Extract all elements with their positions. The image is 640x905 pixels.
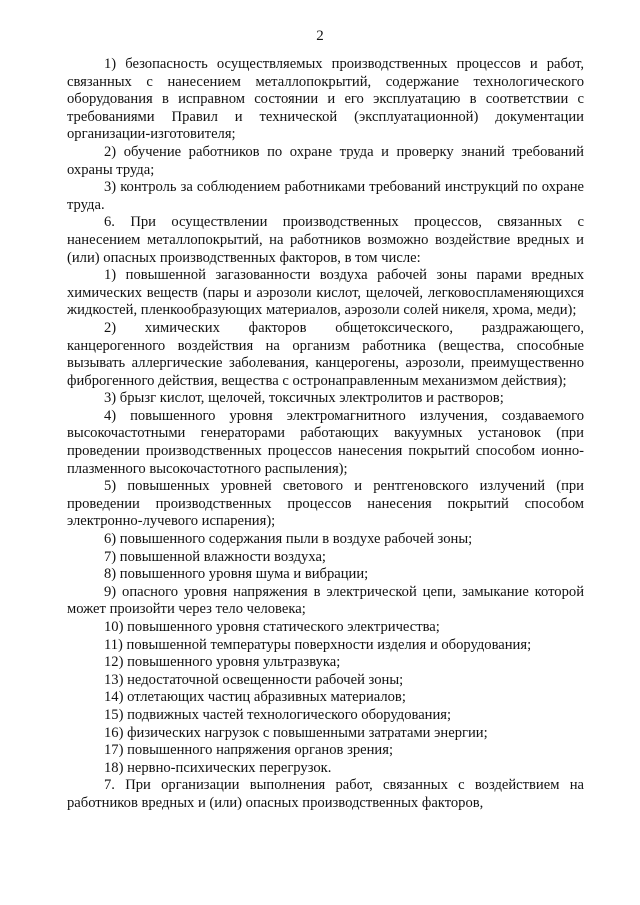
paragraph-1-2: 2) обучение работников по охране труда и проверку знаний требований охраны труда; <box>67 143 584 178</box>
factor-item-18: 18) нервно-психических перегрузок. <box>104 759 332 776</box>
factor-item-1: 1) повышенной загазованности воздуха рабочей зоны парами вредных химических веществ (пары и аэрозоли кислот, щелочей, легковоспламеняющихся жидкостей, пленкообразующих материалов, аэрозоли солей никеля, хрома, меди); <box>67 267 584 319</box>
factor-item-8: 8) повышенного уровня шума и вибрации; <box>104 566 369 583</box>
factor-item-11: 11) повышенной температуры поверхности изделия и оборудования; <box>104 636 532 653</box>
paragraph-7: 7. При организации выполнения работ, связанных с воздействием на работников вредных и (или) опасных производственных факторов, <box>67 777 584 811</box>
factor-item-10: 10) повышенного уровня статического электричества; <box>104 619 440 635</box>
paragraph-6: 6. При осуществлении производственных процессов, связанных с нанесением металлопокрытий, на работников возможно воздействие вредных и (или) опасных производственных факторов, в том числе: <box>67 214 584 266</box>
factor-item-4: 4) повышенного уровня электромагнитного излучения, создаваемого высокочастотными генераторами работающих вакуумных установок (при проведении производственных процессов нанесения покрытий способом ионно-плазменного высокочастотного распыления); <box>67 407 584 477</box>
factor-item-15: 15) подвижных частей технологического оборудования; <box>104 706 452 723</box>
paragraph-1-1: 1) безопасность осуществляемых производственных процессов и работ, связанных с нанесением металлопокрытий, содержание технологического оборудования в исправном состоянии и его эксплуатацию в соответствии с требованиями Правил и технической (эксплуатационной) документации организации-изготовителя; <box>67 56 584 143</box>
factor-item-14: 14) отлетающих частиц абразивных материалов; <box>104 689 406 706</box>
factor-item-13: 13) недостаточной освещенности рабочей зоны; <box>104 671 404 688</box>
factor-item-17: 17) повышенного напряжения органов зрения; <box>104 742 393 759</box>
factor-item-16: 16) физических нагрузок с повышенными затратами энергии; <box>104 724 488 741</box>
factor-item-5: 5) повышенных уровней светового и рентгеновского излучений (при проведении производственных процессов нанесения покрытий способом электронно-лучевого испарения); <box>67 478 584 530</box>
factor-item-6: 6) повышенного содержания пыли в воздухе рабочей зоны; <box>104 531 473 548</box>
factor-item-9: 9) опасного уровня напряжения в электрической цепи, замыкание которой может произойти через тело человека; <box>67 583 584 618</box>
factor-item-2: 2) химических факторов общетоксического, раздражающего, канцерогенного воздействия на организм работника (вещества, способные вызывать аллергические заболевания, канцерогены, аэрозоли, преимущественно фиброгенного действия, вещества с остронаправленным механизмом действия); <box>67 319 584 389</box>
page-number: 2 <box>316 28 324 44</box>
paragraph-1-3: 3) контроль за соблюдением работниками требований инструкций по охране труда. <box>67 179 584 213</box>
factor-item-12: 12) повышенного уровня ультразвука; <box>104 654 341 671</box>
factor-item-7: 7) повышенной влажности воздуха; <box>104 548 326 565</box>
factor-item-3: 3) брызг кислот, щелочей, токсичных электролитов и растворов; <box>104 390 504 407</box>
document-body <box>67 56 584 813</box>
